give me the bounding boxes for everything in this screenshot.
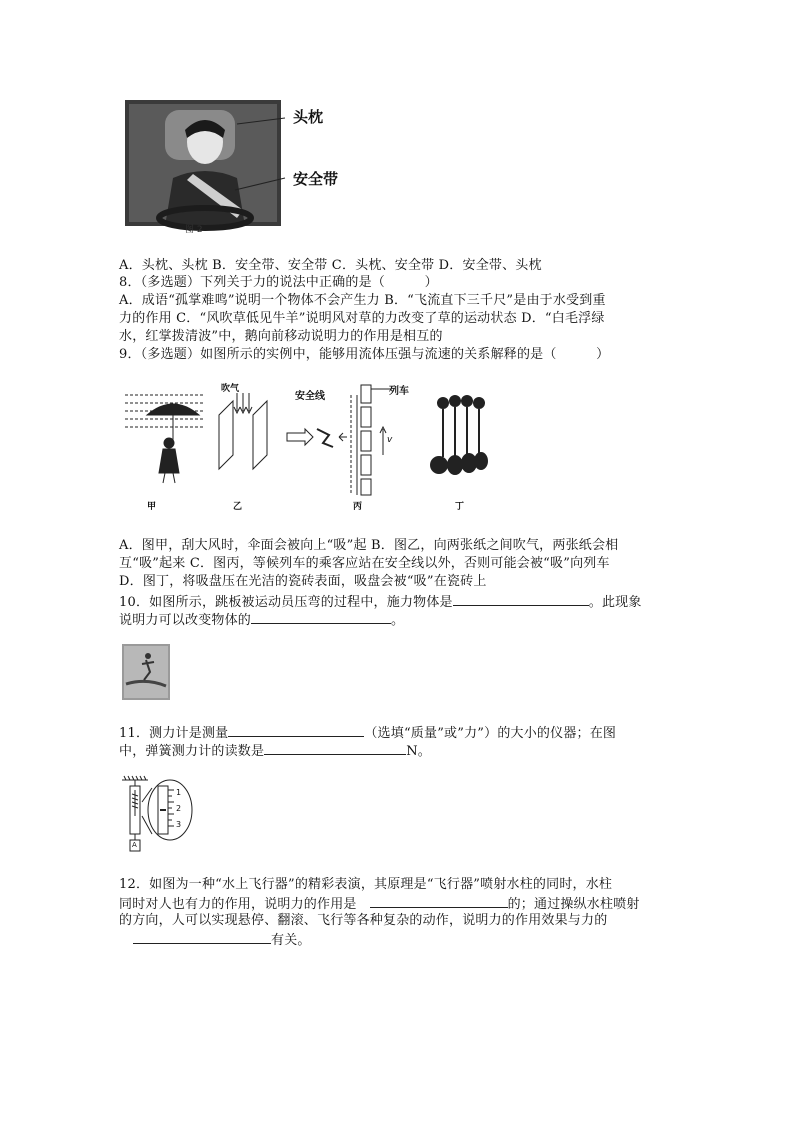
q11-answer-blank-2[interactable] xyxy=(264,741,406,755)
q10-line-2 xyxy=(119,610,404,629)
body-shape xyxy=(165,171,245,226)
q8-line-2: 力的作用 C．“风吹草低见牛羊”说明风对草的力改变了草的运动状态 D．“白毛浮绿 xyxy=(119,311,605,326)
label-safety-line: 安全线 xyxy=(295,391,325,402)
scale-label-2: 2 xyxy=(176,804,182,813)
q12-line-3: 的方向，人可以实现悬停、翻滚、飞行等各种复杂的动作，说明力的作用效果与力的 xyxy=(119,913,608,928)
q11-line-2 xyxy=(119,741,431,760)
diving-board-photo-image xyxy=(122,644,170,700)
figure-caption: 图 2 xyxy=(185,225,203,235)
q10-line-1 xyxy=(119,592,642,611)
q10-text-a: 10．如图所示，跳板被运动员压弯的过程中，施力物体是 xyxy=(119,595,453,610)
label-ding: 丁 xyxy=(455,502,465,512)
label-headrest: 头枕 xyxy=(293,108,324,126)
paper-sheets-shape xyxy=(219,393,267,469)
q11-text-d: N。 xyxy=(406,744,431,759)
q12-line-2 xyxy=(119,894,640,913)
q12-line-4 xyxy=(133,930,311,949)
driver-figure xyxy=(125,100,361,235)
q12-text-a: 同时对人也有力的作用，说明力的作用是 xyxy=(119,897,357,912)
label-jia: 甲 xyxy=(147,502,157,512)
q11-text-c: 中，弹簧测力计的读数是 xyxy=(119,744,265,759)
q9-stem: 9．（多选题）如图所示的实例中，能够用流体压强与流速的关系解释的是（ ） xyxy=(119,347,610,362)
q10-text-c: 说明力可以改变物体的 xyxy=(119,613,252,628)
label-velocity: v xyxy=(387,435,393,445)
label-blow: 吹气 xyxy=(221,384,240,394)
umbrella-girl-shape xyxy=(125,395,205,483)
driver-photo-image xyxy=(125,100,361,235)
q11-text-b: （选填“质量”或”力”）的大小的仪器；在图 xyxy=(364,726,617,741)
q12-text-b: 的；通过操纵水柱喷射 xyxy=(507,897,640,912)
q12-line-1: 12．如图为一种“水上飞行器”的精彩表演，其原理是“飞行器”喷射水柱的同时，水柱 xyxy=(119,877,613,892)
q11-text-a: 11．测力计是测量 xyxy=(119,726,229,741)
label-train: 列车 xyxy=(389,386,409,397)
q8-line-1: A．成语“孤掌难鸣”说明一个物体不会产生力 B．“飞流直下三千尺”是由于水受到重 xyxy=(119,293,606,308)
q10-text-b: 。此现象 xyxy=(588,595,642,610)
scale-label-3: 3 xyxy=(176,820,182,829)
q9-line-1: A．图甲，刮大风时，伞面会被向上“吸”起 B．图乙，向两张纸之间吹气，两张纸会相 xyxy=(119,538,619,553)
hook-label: A xyxy=(132,841,137,849)
suction-cup-utensils-shape xyxy=(431,396,487,474)
q7-options: A．头枕、头枕 B．安全带、安全带 C．头枕、安全带 D．安全带、头枕 xyxy=(119,258,542,273)
q12-answer-blank-2[interactable] xyxy=(133,930,271,944)
q12-text-c: 有关。 xyxy=(271,933,311,948)
q9-figure xyxy=(125,385,505,513)
spring-scale-figure xyxy=(122,776,194,854)
scale-label-1: 1 xyxy=(176,788,182,797)
q8-stem: 8．（多选题）下列关于力的说法中正确的是（ ） xyxy=(119,275,438,290)
q10-answer-blank-1[interactable] xyxy=(453,592,589,606)
q9-figure-image xyxy=(125,385,505,513)
q9-line-3: D．图丁，将吸盘压在光洁的瓷砖表面，吸盘会被“吸”在瓷砖上 xyxy=(119,574,487,589)
label-seatbelt: 安全带 xyxy=(293,170,339,188)
diving-board-figure xyxy=(122,644,170,700)
q9-line-2: 互“吸”起来 C．图丙，等候列车的乘客应站在安全线以外，否则可能会被“吸”向列车 xyxy=(119,556,610,571)
q11-answer-blank-1[interactable] xyxy=(228,723,364,737)
label-yi: 乙 xyxy=(233,502,243,512)
q10-text-d: 。 xyxy=(391,613,405,628)
q8-line-3: 水，红掌拨清波”中，鹅向前移动说明力的作用是相互的 xyxy=(119,329,443,344)
q10-answer-blank-2[interactable] xyxy=(251,610,391,624)
q12-answer-blank-1[interactable] xyxy=(370,894,508,908)
label-bing: 丙 xyxy=(353,502,363,512)
q11-line-1 xyxy=(119,723,616,742)
